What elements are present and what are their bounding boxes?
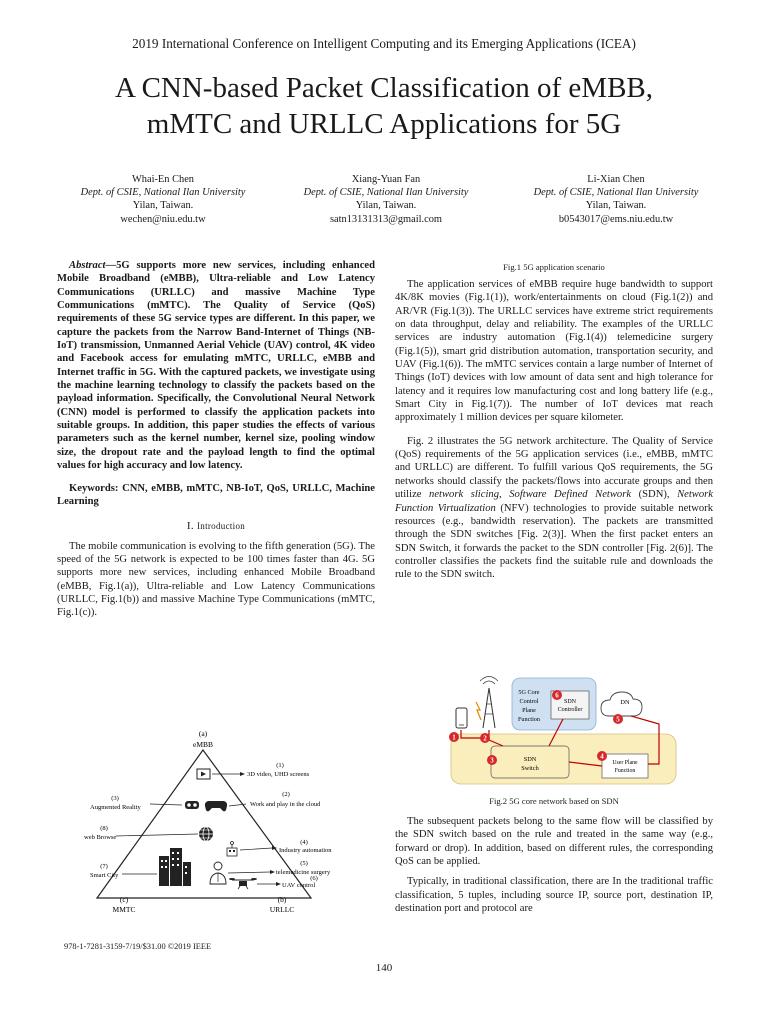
label-num-8: (8) xyxy=(100,825,108,832)
left-column xyxy=(57,259,375,620)
badge-label: 5 xyxy=(616,715,620,724)
text-run: , xyxy=(499,489,510,501)
badge-5 xyxy=(613,714,623,724)
author-location: Yilan, Taiwan. xyxy=(585,200,647,212)
author-location: Yilan, Taiwan. xyxy=(132,200,194,212)
author-block-2 xyxy=(276,173,496,226)
label-num-6b: (6) xyxy=(310,875,318,882)
globe-icon xyxy=(199,827,213,841)
label-text-3: Augmented Reality xyxy=(90,804,141,811)
conference-header: 2019 International Conference on Intelligent Computing and its Emerging Applications (ICEA) xyxy=(132,36,636,51)
upf-label-1: User Plane xyxy=(612,760,638,766)
badge-1 xyxy=(449,732,459,742)
author-location: Yilan, Taiwan. xyxy=(355,200,417,212)
title-line-2: mMTC and URLLC Applications for 5G xyxy=(146,108,622,140)
vertex-embb-label: eMBB xyxy=(192,740,214,749)
abstract-text: —5G supports more new services, including enhanced Mobile Broadband (eMBB), Ultra-reliable and Low Latency Communications (URLLC) and massive Machine Type Communications (mMTC). The Quality of Service (QoS) requirements of these 5G service types are different. In this paper, we capture the packets from the Narrow Band-Internet of Things (NB-IoT) transmission, Unmanned Aerial Vehicle (UAV) control, 4K video and Facebook access for emulating mMTC, URLLC, eMBB and Internet traffic in 5G. With the captured packets, we investigate using the machine learning technology to classify the packets based on the payload information. Specifically, the Convolutional Neural Network (CNN) model is performed to classify the application packets into suitable groups. In addition, this paper studies the effects of various parameters such as the kernel number, kernel size, pooling window size, the dropout rate and the payload length to find the optimal values for high accuracy and low latency. xyxy=(57,260,375,472)
base-station-tower-icon xyxy=(480,677,498,729)
section-title: Introduction xyxy=(196,521,246,532)
user-plane-function-box xyxy=(602,754,648,778)
badge-label: 1 xyxy=(452,733,456,742)
label-num-7: (7) xyxy=(100,863,108,870)
vertex-urllc-label: URLLC xyxy=(269,905,295,914)
vertex-urllc-num: (b) xyxy=(277,895,287,904)
pointer-line xyxy=(150,804,182,805)
pointer-line xyxy=(116,834,198,836)
figure-2-caption: Fig.2 5G core network based on SDN xyxy=(489,796,619,806)
figure-1-caption: Fig.1 5G application scenario xyxy=(503,262,605,272)
switch-label-2: Switch xyxy=(521,765,539,772)
author-name: Li-Xian Chen xyxy=(587,174,645,185)
upf-label-2: Function xyxy=(614,768,636,774)
label-num-4: (4) xyxy=(300,839,308,846)
phone-icon xyxy=(456,708,467,728)
label-text-7: Smart City xyxy=(90,872,119,879)
text-run: (SDN), xyxy=(631,489,678,501)
badge-label: 3 xyxy=(490,756,494,765)
arrowhead xyxy=(240,772,245,776)
text-run-italic: network slicing xyxy=(429,489,499,501)
text-run-italic: Software Defined Network xyxy=(509,489,632,501)
author-name: Whai-En Chen xyxy=(131,174,195,185)
vertex-mmtc-num: (c) xyxy=(119,895,129,904)
paragraph-subsequent-packets: The subsequent packets belong to the same flow will be classified by the SDN switch based on the rule and treated in the same way (e.g., forward or drop). In addition, based on different rules, the corresponding QoS can be applied. xyxy=(395,816,713,868)
author-dept: Dept. of CSIE, National Ilan University xyxy=(303,187,469,199)
drone-icon xyxy=(229,878,257,889)
right-column-top xyxy=(395,278,713,582)
author-email[interactable]: satn13131313@gmail.com xyxy=(329,213,443,225)
author-email[interactable]: wechen@niu.edu.tw xyxy=(120,213,206,225)
badge-2 xyxy=(480,733,490,743)
switch-label-1: SDN xyxy=(523,756,537,763)
doctor-icon xyxy=(210,862,226,884)
paragraph-traditional-classification: Typically, in traditional classification, there are In the traditional traffic classification, 5 tuples, including source IP, source port, destination IP, destination port and protocol are xyxy=(395,876,713,915)
core-label-2: Control xyxy=(519,698,539,705)
section-number: I. xyxy=(186,520,197,533)
badge-label: 2 xyxy=(483,734,487,743)
badge-4 xyxy=(597,751,607,761)
author-name: Xiang-Yuan Fan xyxy=(351,174,421,185)
controller-label-1: SDN xyxy=(563,699,577,705)
controller-label-2: Controller xyxy=(557,707,583,713)
author-block-1 xyxy=(53,173,273,226)
text-run: (NFV) technologies to provide suitable network resources (e.g., bandwidth reservation). The packets are transmitted through the SDN switches [Fig. 2(3)]. When the first packet enters an SDN Switch, it forwards the packet to the SDN controller [Fig. 2(6)]. The controller classifies the packets find the suitable rule and downloads the rule to the SDN switch. xyxy=(395,502,713,581)
wireless-signal-icon xyxy=(476,702,481,720)
label-text-4: Industry automation xyxy=(279,847,332,854)
keywords: Keywords: CNN, eMBB, mMTC, NB-IoT, QoS, URLLC, Machine Learning xyxy=(57,482,375,507)
text-run-italic: Network Function Virtualization xyxy=(395,489,713,514)
label-text-6: UAV control xyxy=(282,882,316,889)
label-text-8: web Browse xyxy=(84,834,117,841)
author-dept: Dept. of CSIE, National Ilan University xyxy=(80,187,246,199)
core-label-4: Function xyxy=(517,716,541,723)
label-num-2: (2) xyxy=(282,791,290,798)
paragraph-services: The application services of eMBB require huge bandwidth to support 4K/8K movies (Fig.1(1)), work/entertainments on cloud (Fig.1(2)) and AR/VR (Fig.1(3)). The URLLC services have extreme strict requirements on data throughput, delay and reliability. The examples of the URLLC services are industry automation (Fig.1(4)) telemedicine surgery (Fig.1(5)), smart grid distribution automation, transportation security, and UAV (Fig.1(6)). The mMTC services contain a large number of Internet of Things (IoT) devices with low amount of data sent and high tolerance for latency and it requires low manufacturing cost and long battery life (e.g., Smart City in Fig.1(7)). The number of IoT devices mat reach approximately 1 million devices per square kilometer. xyxy=(395,279,713,424)
copyright-footer: 978-1-7281-3159-7/19/$31.00 ©2019 IEEE xyxy=(64,942,212,951)
arrowhead xyxy=(270,870,275,874)
industry-robot-icon xyxy=(227,842,237,857)
pointer-line xyxy=(240,848,272,850)
badge-6 xyxy=(552,690,562,700)
author-dept: Dept. of CSIE, National Ilan University xyxy=(533,187,699,199)
page-number: 140 xyxy=(375,962,393,974)
figure-2-5g-core-network xyxy=(445,674,685,794)
title-line-1: A CNN-based Packet Classification of eMBB, xyxy=(114,72,654,104)
author-email[interactable]: b0543017@ems.niu.edu.tw xyxy=(558,213,674,225)
vr-goggles-icon xyxy=(185,801,199,809)
badge-label: 4 xyxy=(600,752,604,761)
intro-paragraph: The mobile communication is evolving to the fifth generation (5G). The speed of the 5G network is expected to be 100 times faster than 4G. 5G supports more new services, including enhanced Mobile Broadband (eMBB, Fig.1(a)), Ultra-reliable and Low Latency Communications (URLLC, Fig.1(b)) and massive Machine Type Communications (mMTC, Fig.1(c)). xyxy=(57,540,375,619)
abstract-label: Abstract xyxy=(69,260,106,271)
label-num-3: (3) xyxy=(111,795,119,802)
label-num-5: (5) xyxy=(300,860,308,867)
vertex-embb-num: (a) xyxy=(198,729,208,738)
text-run: Fig. 2 illustrates the 5G network architecture. The Quality of Service (QoS) requirements of the 5G application services (i.e., eMBB, mMTC and URLLC) are different. To fulfill various QoS requirements, the 5G networks should classify the packets/flows into accurate groups and then utilize xyxy=(395,435,713,501)
vertex-mmtc-label: MMTC xyxy=(112,905,136,914)
paper-title xyxy=(60,70,708,142)
badge-label: 6 xyxy=(555,691,559,700)
paragraph-architecture xyxy=(395,435,713,582)
pointer-line xyxy=(228,872,270,873)
video-screen-icon xyxy=(197,769,210,779)
core-label-3: Plane xyxy=(522,707,536,714)
author-block-3 xyxy=(506,173,726,226)
city-buildings-icon xyxy=(159,848,191,886)
core-label-1: 5G Core xyxy=(518,689,540,696)
label-text-2: Work and play in the cloud xyxy=(250,801,321,808)
section-heading-introduction xyxy=(57,520,375,533)
label-text-5: telemedicine surgery xyxy=(276,869,331,876)
gamepad-icon xyxy=(205,801,227,811)
figure-1-application-scenarios xyxy=(60,728,380,918)
label-num-1: (1) xyxy=(276,762,284,769)
dn-label: DN xyxy=(620,699,630,706)
badge-3 xyxy=(487,755,497,765)
arrowhead xyxy=(276,882,281,886)
label-text-1: 3D video, UHD screens xyxy=(247,771,310,778)
abstract xyxy=(57,259,375,473)
right-column-bottom xyxy=(395,815,713,915)
